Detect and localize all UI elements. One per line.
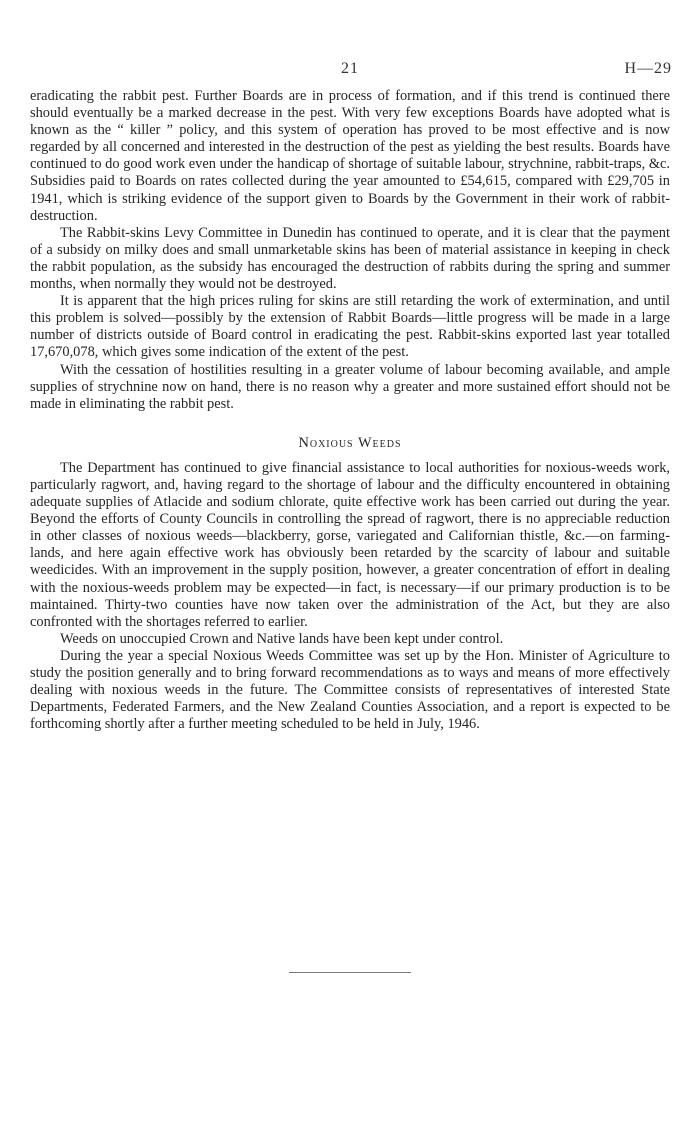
section-heading-noxious-weeds: Noxious Weeds [298, 434, 402, 451]
body-text [30, 88, 670, 733]
paragraph-noxious-weeds-committee: During the year a special Noxious Weeds Committee was set up by the Hon. Minister of Agriculture to study the position generally and to bring forward recommendations as to ways and means of more effectively dealing with noxious weeds in the future. The Committee consists of representatives of interested State Departments, Federated Farmers, and the New Zealand Counties Association, and a report is expected to be forthcoming shortly after a further meeting scheduled to be held in July, 1946. [30, 647, 670, 733]
paragraph-skin-prices: It is apparent that the high prices ruling for skins are still retarding the work of extermination, and until this problem is solved—possibly by the extension of Rabbit Boards—little progress will be made in a large number of districts outside of Board control in eradicating the pest. Rabbit-skins exported last year totalled 17,670,078, which gives some indication of the extent of the pest. [30, 293, 670, 361]
paragraph-labour-availability: With the cessation of hostilities resulting in a greater volume of labour becoming available, and ample supplies of strychnine now on hand, there is no reason why a greater and more sustained effort should not be made in eliminating the rabbit pest. [30, 361, 670, 412]
paragraph-crown-native-lands: Weeds on unoccupied Crown and Native lands have been kept under control. [60, 630, 504, 647]
end-divider [289, 972, 411, 973]
document-reference: H—29 [624, 60, 672, 77]
paragraph-noxious-weeds-assistance: The Department has continued to give financial assistance to local authorities for noxious-weeds work, particularly ragwort, and, having regard to the shortage of labour and the difficulty encountered in obtaining adequate supplies of Atlacide and sodium chlorate, quite effective work has been carried out during the year. Beyond the efforts of County Councils in controlling the spread of ragwort, there is no appreciable reduction in other classes of noxious weeds—blackberry, gorse, variegated and Californian thistle, &c.—on farming-lands, and here again effective work has obviously been retarded by the scarcity of labour and suitable weedicides. With an improvement in the supply position, however, a greater concentration of effort in dealing with the noxious-weeds problem may be expected—in fact, is necessary—if our primary production is to be maintained. Thirty-two counties have now taken over the administration of the Act, but they are also confronted with the shortages referred to earlier. [30, 459, 670, 630]
page-number: 21 [341, 60, 359, 77]
paragraph-rabbit-skins-levy: The Rabbit-skins Levy Committee in Dunedin has continued to operate, and it is clear that the payment of a subsidy on milky does and small unmarketable skins has been of material assistance in keeping in check the rabbit population, as the subsidy has encouraged the destruction of rabbits during the spring and summer months, when normally they would not be destroyed. [30, 224, 670, 293]
paragraph-rabbit-boards: eradicating the rabbit pest. Further Boards are in process of formation, and if this trend is continued there should eventually be a marked decrease in the pest. With very few exceptions Boards have adopted what is known as the “ killer ” policy, and this system of operation has proved to be most effective and is now regarded by all concerned and interested in the destruction of the pest as yielding the best results. Boards have continued to do good work even under the handicap of shortage of suitable labour, strychnine, rabbit-traps, &c. Subsidies paid to Boards on rates collected during the year amounted to £54,615, compared with £29,705 in 1941, which is striking evidence of the support given to Boards by the Government in their work of rabbit-destruction. [30, 88, 670, 224]
